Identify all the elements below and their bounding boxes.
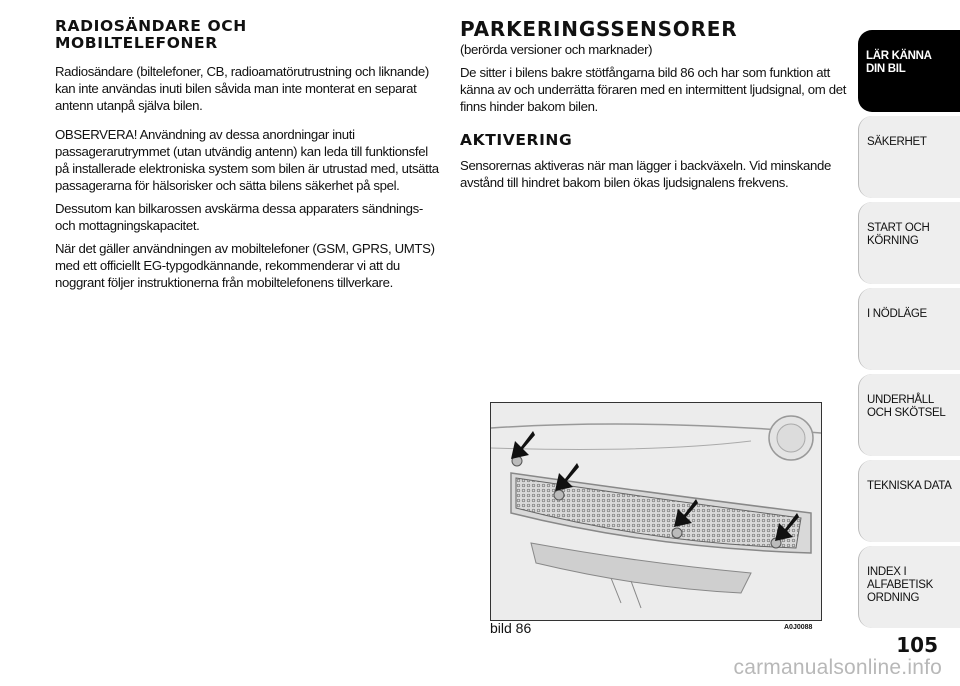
page-number: 105	[896, 633, 938, 657]
page-title-parking-sensors: PARKERINGSSENSORER	[460, 17, 738, 41]
paragraph-sensors-1: De sitter i bilens bakre stötfångarna bild 86 och har som funktion att känna av och underrätta föraren med en intermittent ljudsignal, om det finns hinder bakom bilen.	[460, 65, 847, 114]
tab-start-och-korning[interactable]	[858, 202, 960, 284]
tab-i-nodlage[interactable]	[858, 288, 960, 370]
section-heading-activation: AKTIVERING	[460, 131, 573, 149]
tab-label: INDEX I ALFABETISK ORDNING	[867, 566, 934, 604]
subtitle-versions: (berörda versioner och marknader)	[460, 42, 653, 57]
watermark: carmanualsonline.info	[733, 656, 942, 679]
tab-label: UNDERHÅLL OCH SKÖTSEL	[867, 394, 946, 419]
figure-code: A0J0088	[784, 624, 813, 631]
tab-label: START OCH KÖRNING	[867, 222, 930, 247]
paragraph-radio-1: Radiosändare (biltelefoner, CB, radioamatörutrustning och liknande) kan inte användas inuti bilen såvida man inte monterat en separat antenn utanpå själva bilen.	[55, 64, 429, 113]
tab-lar-kanna-din-bil[interactable]	[858, 30, 960, 112]
tab-tekniska-data[interactable]	[858, 460, 960, 542]
tab-label: I NÖDLÄGE	[867, 308, 927, 320]
tab-index[interactable]	[858, 546, 960, 628]
rear-bumper-illustration	[491, 403, 821, 620]
paragraph-radio-4: När det gäller användningen av mobiltelefoner (GSM, GPRS, UMTS) med ett officiellt EG-typgodkännande, rekommenderar vi att du noggrant följer instruktionerna från mobiltelefonens tillverkare.	[55, 241, 435, 290]
tab-label: TEKNISKA DATA	[867, 480, 952, 492]
tab-sakerhet[interactable]	[858, 116, 960, 198]
tab-underhall-och-skotsel[interactable]	[858, 374, 960, 456]
paragraph-radio-2: OBSERVERA! Användning av dessa anordningar inuti passagerarutrymmet (utan utvändig antenn) kan leda till funktionsfel på installerade elektroniska system som bilen är utrustad med, utsätta passagerarna för hälsorisker och sätta bilens säkerhet på spel.	[55, 127, 439, 193]
tab-label: SÄKERHET	[867, 136, 927, 148]
paragraph-radio-3: Dessutom kan bilkarossen avskärma dessa apparaters sändnings- och mottagningskapacitet.	[55, 201, 423, 233]
section-heading-radio: RADIOSÄNDARE OCH MOBILTELEFONER	[55, 17, 247, 52]
right-column	[460, 18, 855, 191]
figure-rear-bumper	[490, 402, 822, 621]
tab-label: LÄR KÄNNA DIN BIL	[866, 50, 932, 75]
paragraph-sensors-2: Sensorernas aktiveras när man lägger i backväxeln. Vid minskande avstånd till hindret bakom bilen ökas ljudsignalens frekvens.	[460, 158, 831, 190]
figure-caption: bild 86	[490, 620, 532, 636]
left-column	[55, 18, 440, 291]
